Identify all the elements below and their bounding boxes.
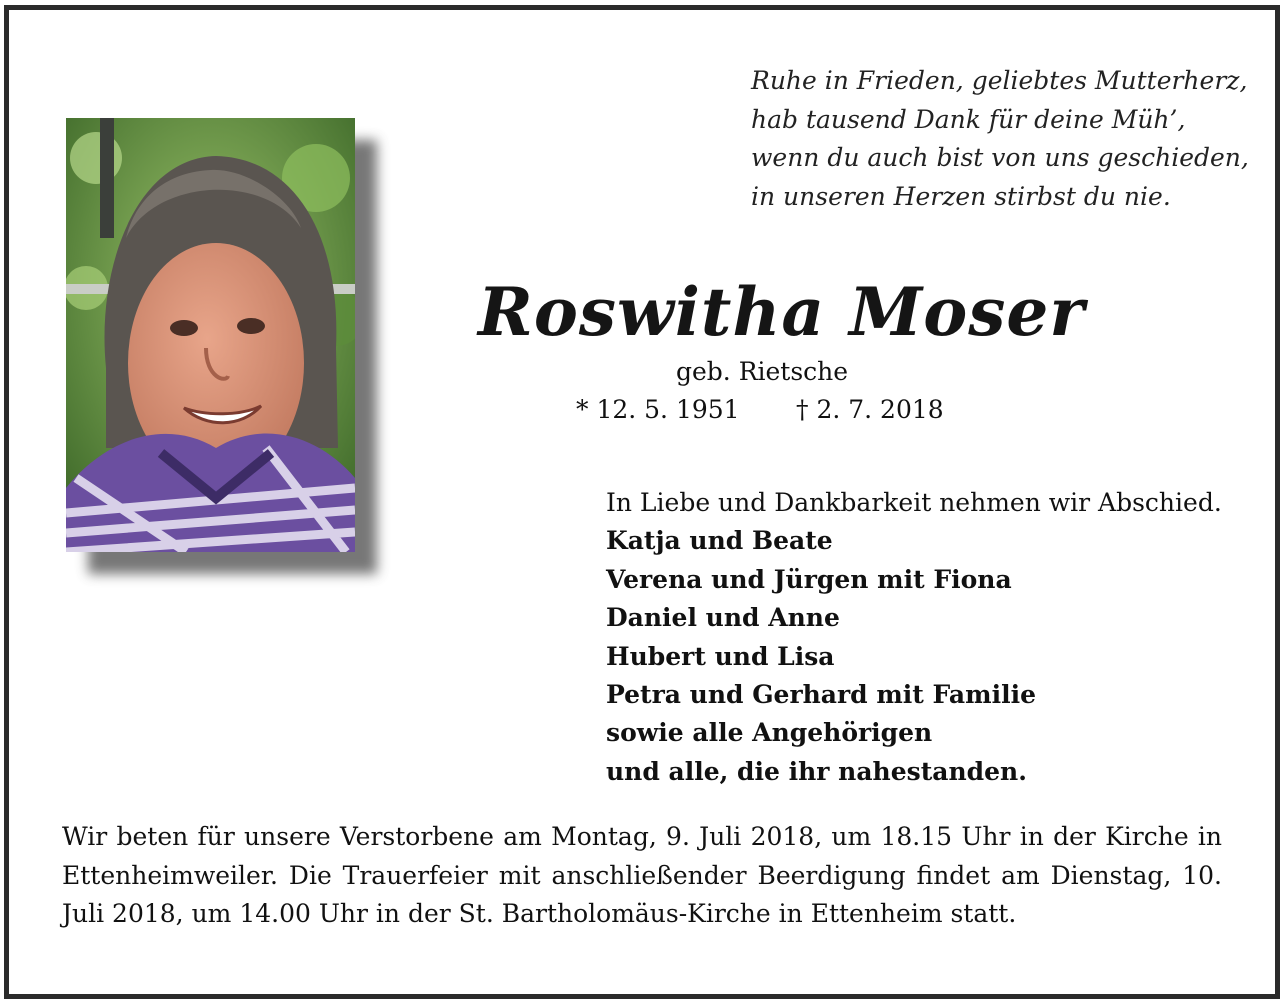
mourner-entry: sowie alle Angehörigen [606, 718, 933, 748]
mourners-list [606, 484, 1246, 791]
farewell-text: In Liebe und Dankbarkeit nehmen wir Abschied. [606, 488, 1222, 517]
mourner-entry: Daniel und Anne [606, 603, 840, 633]
mourner-entry: Katja und Beate [606, 526, 833, 556]
deceased-name: Roswitha Moser [478, 273, 1086, 351]
death-date: † 2. 7. 2018 [796, 395, 944, 424]
poem-line: Ruhe in Frieden, geliebtes Mutterherz, [751, 66, 1248, 95]
portrait-photo-frame [66, 118, 355, 552]
mourner-entry: Petra und Gerhard mit Familie [606, 680, 1036, 710]
funeral-notice: Wir beten für unsere Verstorbene am Montag, 9. Juli 2018, um 18.15 Uhr in der Kirche in Ettenheimweiler. Die Trauerfeier mit anschließender Beerdigung findet am Dienstag, 10. Juli 2018, um 14.00 Uhr in der St. Bartholomäus-Kirche in Ettenheim statt. [62, 822, 1222, 928]
birth-name: geb. Rietsche [676, 357, 849, 386]
mourner-entry: Hubert und Lisa [606, 641, 835, 671]
mourner-entry: und alle, die ihr nahestanden. [606, 756, 1027, 786]
mourner-entry: Verena und Jürgen mit Fiona [606, 564, 1012, 594]
poem-line: wenn du auch bist von uns geschieden, [751, 143, 1249, 172]
poem-line: in unseren Herzen stirbst du nie. [751, 181, 1171, 211]
portrait-photo [66, 118, 355, 552]
birth-date: * 12. 5. 1951 [576, 395, 740, 424]
poem-line: hab tausend Dank für deine Müh’, [751, 104, 1186, 134]
memorial-poem [751, 62, 1251, 216]
